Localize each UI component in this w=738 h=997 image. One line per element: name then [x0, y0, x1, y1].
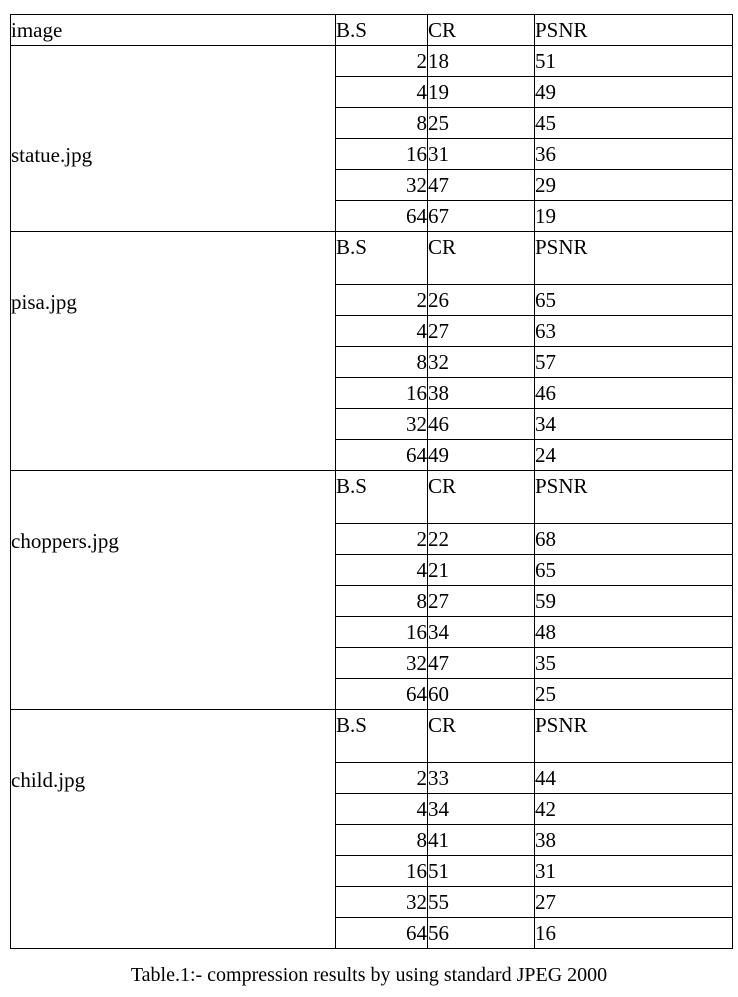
cr-cell: 32: [428, 347, 535, 378]
bs-cell: 2: [336, 285, 428, 316]
psnr-cell: 49: [535, 77, 733, 108]
psnr-cell: 51: [535, 46, 733, 77]
group-subheader-row: [11, 710, 733, 763]
bs-cell: 4: [336, 794, 428, 825]
table-header-row: [11, 15, 733, 46]
group-subheader-row: [11, 471, 733, 524]
cr-cell: 56: [428, 918, 535, 949]
psnr-cell: 27: [535, 887, 733, 918]
psnr-cell: 42: [535, 794, 733, 825]
psnr-cell: 57: [535, 347, 733, 378]
cr-cell: 60: [428, 679, 535, 710]
bs-cell: 64: [336, 679, 428, 710]
psnr-cell: 44: [535, 763, 733, 794]
results-table-body: [11, 15, 733, 949]
header-image: image: [11, 15, 336, 46]
bs-cell: 32: [336, 648, 428, 679]
psnr-cell: 65: [535, 285, 733, 316]
header-bs: B.S: [336, 15, 428, 46]
bs-cell: 8: [336, 586, 428, 617]
cr-cell: 26: [428, 285, 535, 316]
psnr-cell: 46: [535, 378, 733, 409]
psnr-cell: 35: [535, 648, 733, 679]
psnr-cell: 65: [535, 555, 733, 586]
cr-cell: 34: [428, 794, 535, 825]
bs-cell: 64: [336, 440, 428, 471]
subheader-psnr: PSNR: [535, 471, 733, 524]
results-table: [10, 14, 733, 949]
bs-cell: 2: [336, 763, 428, 794]
cr-cell: 33: [428, 763, 535, 794]
cr-cell: 38: [428, 378, 535, 409]
bs-cell: 16: [336, 378, 428, 409]
cr-cell: 25: [428, 108, 535, 139]
bs-cell: 16: [336, 617, 428, 648]
cr-cell: 47: [428, 648, 535, 679]
cr-cell: 41: [428, 825, 535, 856]
cr-cell: 21: [428, 555, 535, 586]
image-name-cell: pisa.jpg: [11, 232, 336, 471]
bs-cell: 32: [336, 887, 428, 918]
psnr-cell: 48: [535, 617, 733, 648]
cr-cell: 34: [428, 617, 535, 648]
cr-cell: 51: [428, 856, 535, 887]
psnr-cell: 16: [535, 918, 733, 949]
cr-cell: 46: [428, 409, 535, 440]
header-cr: CR: [428, 15, 535, 46]
header-psnr: PSNR: [535, 15, 733, 46]
table-row: [11, 46, 733, 77]
cr-cell: 49: [428, 440, 535, 471]
subheader-bs: B.S: [336, 710, 428, 763]
cr-cell: 27: [428, 316, 535, 347]
psnr-cell: 24: [535, 440, 733, 471]
bs-cell: 32: [336, 409, 428, 440]
bs-cell: 32: [336, 170, 428, 201]
cr-cell: 31: [428, 139, 535, 170]
psnr-cell: 59: [535, 586, 733, 617]
psnr-cell: 45: [535, 108, 733, 139]
image-name-cell: child.jpg: [11, 710, 336, 949]
bs-cell: 4: [336, 555, 428, 586]
image-name-cell: statue.jpg: [11, 46, 336, 232]
cr-cell: 27: [428, 586, 535, 617]
psnr-cell: 25: [535, 679, 733, 710]
cr-cell: 18: [428, 46, 535, 77]
psnr-cell: 36: [535, 139, 733, 170]
psnr-cell: 63: [535, 316, 733, 347]
bs-cell: 8: [336, 347, 428, 378]
group-subheader-row: [11, 232, 733, 285]
subheader-bs: B.S: [336, 471, 428, 524]
psnr-cell: 19: [535, 201, 733, 232]
cr-cell: 47: [428, 170, 535, 201]
cr-cell: 67: [428, 201, 535, 232]
bs-cell: 16: [336, 856, 428, 887]
psnr-cell: 38: [535, 825, 733, 856]
image-name-cell: choppers.jpg: [11, 471, 336, 710]
psnr-cell: 68: [535, 524, 733, 555]
subheader-psnr: PSNR: [535, 710, 733, 763]
subheader-cr: CR: [428, 710, 535, 763]
bs-cell: 16: [336, 139, 428, 170]
bs-cell: 64: [336, 201, 428, 232]
subheader-cr: CR: [428, 471, 535, 524]
cr-cell: 22: [428, 524, 535, 555]
bs-cell: 2: [336, 524, 428, 555]
psnr-cell: 34: [535, 409, 733, 440]
subheader-psnr: PSNR: [535, 232, 733, 285]
bs-cell: 2: [336, 46, 428, 77]
psnr-cell: 31: [535, 856, 733, 887]
bs-cell: 8: [336, 825, 428, 856]
bs-cell: 4: [336, 316, 428, 347]
bs-cell: 4: [336, 77, 428, 108]
subheader-bs: B.S: [336, 232, 428, 285]
subheader-cr: CR: [428, 232, 535, 285]
bs-cell: 64: [336, 918, 428, 949]
table-caption: Table.1:- compression results by using standard JPEG 2000: [130, 964, 608, 986]
bs-cell: 8: [336, 108, 428, 139]
cr-cell: 55: [428, 887, 535, 918]
cr-cell: 19: [428, 77, 535, 108]
psnr-cell: 29: [535, 170, 733, 201]
